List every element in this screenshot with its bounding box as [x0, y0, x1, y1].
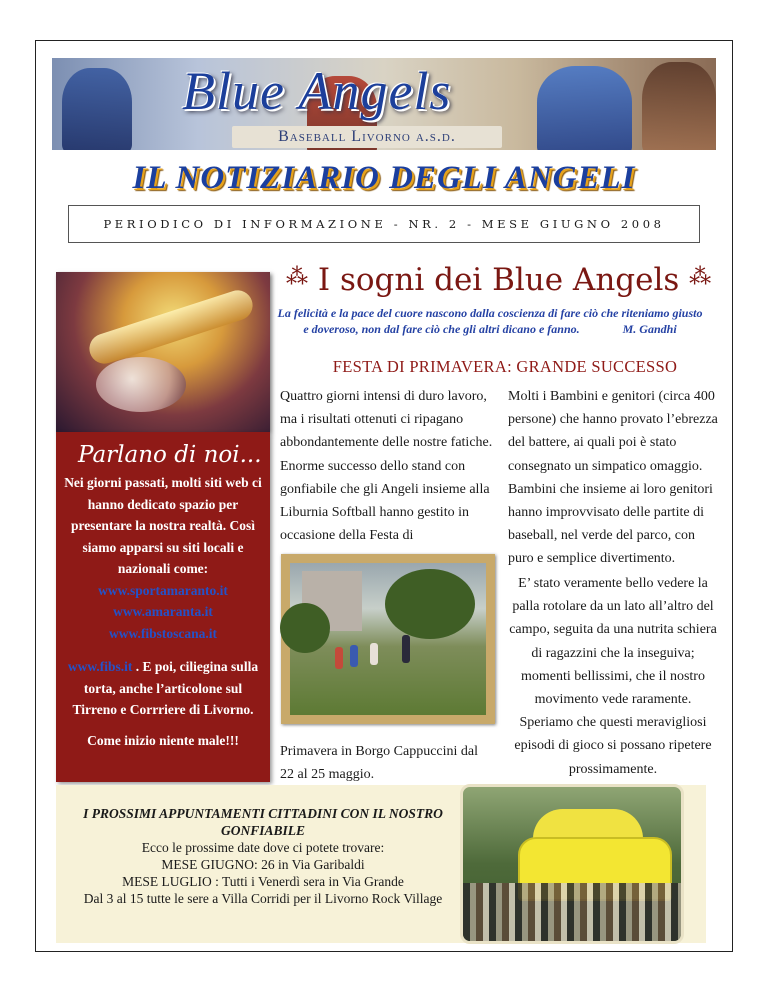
appointments-intro: Ecco le prossime date dove ci potete trovare:: [141, 840, 385, 855]
link-amaranta[interactable]: www.amaranta.it: [113, 604, 213, 619]
quote-author: M. Gandhi: [622, 321, 677, 336]
player-photo-kids: [537, 66, 632, 150]
article-column-2: Molti i Bambini e genitori (circa 400 persone) che hanno provato l’ebrezza del battere, ai quali poi è stato consegnato un simpatico omaggio. Bambini che insieme ai loro genitori hanno improvvisato delle partite di baseball, nel verde del parco, con puro e semplice divertimento.: [508, 389, 718, 567]
article-column-1-end: Primavera in Borgo Cappuccini dal 22 al 25 maggio.: [280, 744, 479, 783]
gandhi-quote: [275, 306, 705, 337]
bat-and-ball-photo: [56, 272, 270, 432]
issue-info: PERIODICO DI INFORMAZIONE - NR. 2 - MESE GIUGNO 2008: [68, 205, 700, 243]
child-figure: [370, 643, 378, 665]
appointment-rock-village: Dal 3 al 15 tutte le sere a Villa Corridi per il Livorno Rock Village: [83, 891, 443, 906]
ornament-icon: ⁂: [689, 265, 712, 290]
headline-text: I sogni dei Blue Angels: [317, 262, 680, 298]
sidebar-heading: Parlano di noi...: [78, 442, 262, 468]
inflatable-photo: [460, 784, 684, 944]
ornament-icon: ⁂: [286, 265, 308, 290]
player-photo-left: [62, 68, 132, 150]
appointment-june: MESE GIUGNO: 26 in Via Garibaldi: [161, 857, 365, 872]
child-figure: [350, 645, 358, 667]
festival-photo: [281, 554, 495, 724]
child-figure: [402, 635, 410, 663]
article-headline: [286, 262, 712, 298]
banner-subtitle: Baseball Livorno a.s.d.: [232, 126, 502, 148]
link-fibs[interactable]: www.fibs.it: [67, 659, 133, 674]
appointments-heading: I PROSSIMI APPUNTAMENTI CITTADINI CON IL NOSTRO GONFIABILE: [83, 806, 443, 838]
crowd-shape: [463, 883, 684, 944]
tree-shape: [385, 569, 475, 639]
newsletter-masthead: IL NOTIZIARIO DEGLI ANGELI: [132, 160, 636, 196]
press-sidebar: [56, 432, 270, 782]
banner-title: Blue Angels: [182, 61, 452, 121]
catcher-photo: [642, 62, 716, 150]
quote-text: La felicità e la pace del cuore nascono dalla coscienza di fare ciò che riteniamo giusto e doveroso, non dal fare ciò che gli altri dicano e fanno.: [277, 306, 703, 336]
sidebar-intro: Nei giorni passati, molti siti web ci hanno dedicato spazio per presentare la nostra realtà. Così siamo apparsi su siti locali e nazionali come:: [64, 475, 262, 576]
tree-shape: [280, 603, 330, 653]
sidebar-closing: Come inizio niente male!!!: [87, 732, 239, 748]
section-title: FESTA DI PRIMAVERA: GRANDE SUCCESSO: [332, 357, 678, 376]
sidebar-press-text: . E poi, ciliegina sulla torta, anche l’articolone sul Tirreno e Corrriere di Livorno.: [72, 659, 259, 717]
bat-shape: [86, 286, 257, 367]
article-column-1: Quattro giorni intensi di duro lavoro, ma i risultati ottenuti ci ripagano abbondantemente delle nostre fatiche. Enorme successo dello stand con gonfiabile che gli Angeli insieme alla Liburnia Softball hanno gestito in occasione della Festa di: [280, 389, 493, 544]
child-figure: [335, 647, 343, 669]
appointment-july: MESE LUGLIO : Tutti i Venerdì sera in Via Grande: [122, 874, 404, 889]
link-sportamaranto[interactable]: www.sportamaranto.it: [98, 582, 228, 598]
link-fibstoscana[interactable]: www.fibstoscana.it: [108, 625, 217, 641]
header-banner: [52, 58, 716, 150]
ball-shape: [96, 357, 186, 412]
article-column-3: E’ stato veramente bello vedere la palla rotolare da un lato all’altro del campo, seguita da una nutrita schiera di ragazzini che la inseguiva; momenti bellissimi, che il nostro movimento vede raramente. Speriamo che questi meravigliosi episodi di gioco si possano ripetere prossimamente.: [509, 576, 717, 777]
